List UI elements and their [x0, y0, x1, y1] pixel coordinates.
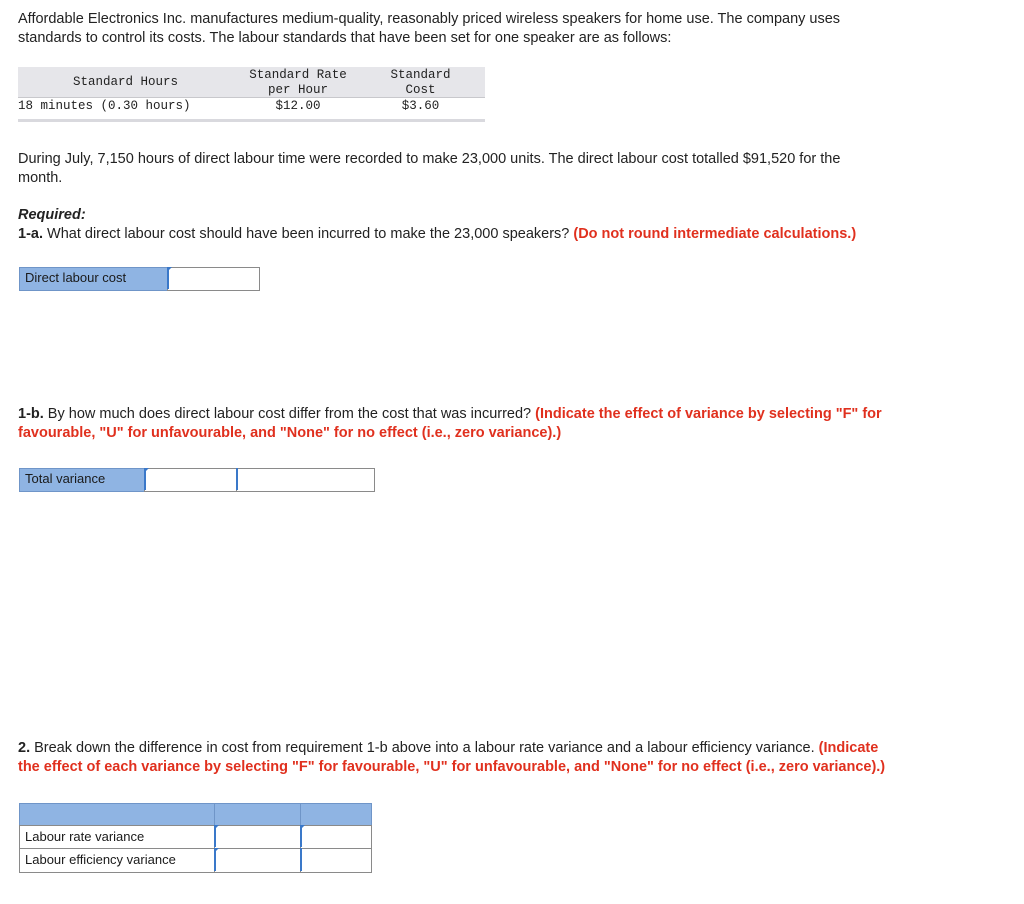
- question-1b-instruction-1: (Indicate the effect of variance by selecting "F" for: [535, 406, 882, 422]
- question-2-instruction-2: the effect of each variance by selecting "F" for favourable, "U" for unfavourable, and "None" for no effect (i.e., zero variance).): [18, 759, 886, 775]
- intro-paragraph: [18, 10, 978, 48]
- input-marker-icon: [300, 825, 305, 830]
- table-header-cell: [19, 803, 215, 826]
- total-variance-effect-select[interactable]: [236, 468, 375, 492]
- question-1a-instruction: (Do not round intermediate calculations.): [573, 226, 857, 242]
- question-1b: [18, 405, 978, 443]
- table-header-cell: [300, 803, 372, 826]
- total-variance-label: Total variance: [19, 468, 145, 492]
- question-1b-instruction-2: favourable, "U" for unfavourable, and "None" for no effect (i.e., zero variance).): [18, 425, 562, 441]
- question-1a-number: 1-a.: [18, 226, 43, 242]
- required-label: Required:: [18, 207, 86, 223]
- variance-breakdown-table: [19, 803, 372, 874]
- question-1a-text: What direct labour cost should have been incurred to make the 23,000 speakers?: [43, 226, 574, 242]
- labour-efficiency-variance-label: Labour efficiency variance: [19, 848, 215, 873]
- labour-rate-variance-label: Labour rate variance: [19, 825, 215, 849]
- input-marker-icon: [214, 848, 219, 853]
- question-2-instruction-1: (Indicate: [818, 740, 879, 756]
- cell-standard-rate: $12.00: [275, 99, 321, 113]
- header-standard-rate: Standard Rate per Hour: [249, 68, 347, 97]
- header-standard-hours: Standard Hours: [72, 75, 179, 89]
- input-marker-icon: [144, 468, 149, 473]
- intro-line-1: Affordable Electronics Inc. manufactures medium-quality, reasonably priced wireless speakers for home use. The company uses: [18, 11, 841, 27]
- question-2-number: 2.: [18, 740, 31, 756]
- labour-efficiency-variance-effect-select[interactable]: [300, 848, 372, 873]
- july-line-2: month.: [18, 170, 63, 186]
- question-2-text: Break down the difference in cost from requirement 1-b above into a labour rate variance and a labour efficiency variance.: [30, 740, 819, 756]
- table-header-cell: [214, 803, 301, 826]
- question-1a: [18, 225, 978, 244]
- labour-rate-variance-effect-select[interactable]: [300, 825, 372, 849]
- question-1b-text: By how much does direct labour cost differ from the cost that was incurred?: [43, 406, 536, 422]
- intro-line-2: standards to control its costs. The labour standards that have been set for one speaker are as follows:: [18, 30, 672, 46]
- labour-rate-variance-amount-input[interactable]: [214, 825, 301, 849]
- total-variance-amount-input[interactable]: [144, 468, 237, 492]
- header-standard-cost: Standard Cost: [390, 68, 451, 97]
- labour-standards-table: [18, 67, 485, 123]
- july-paragraph: [18, 150, 978, 188]
- labour-efficiency-variance-amount-input[interactable]: [214, 848, 301, 873]
- question-1b-number: 1-b.: [18, 406, 44, 422]
- question-2: [18, 739, 993, 777]
- direct-labour-cost-label: Direct labour cost: [19, 267, 168, 291]
- july-line-1: During July, 7,150 hours of direct labour time were recorded to make 23,000 units. The direct labour cost totalled $91,520 for the: [18, 151, 841, 167]
- input-marker-icon: [214, 825, 219, 830]
- input-marker-icon: [167, 267, 172, 272]
- cell-standard-cost: $3.60: [401, 99, 440, 113]
- direct-labour-cost-input[interactable]: [167, 267, 260, 291]
- cell-standard-hours: 18 minutes (0.30 hours): [18, 99, 191, 113]
